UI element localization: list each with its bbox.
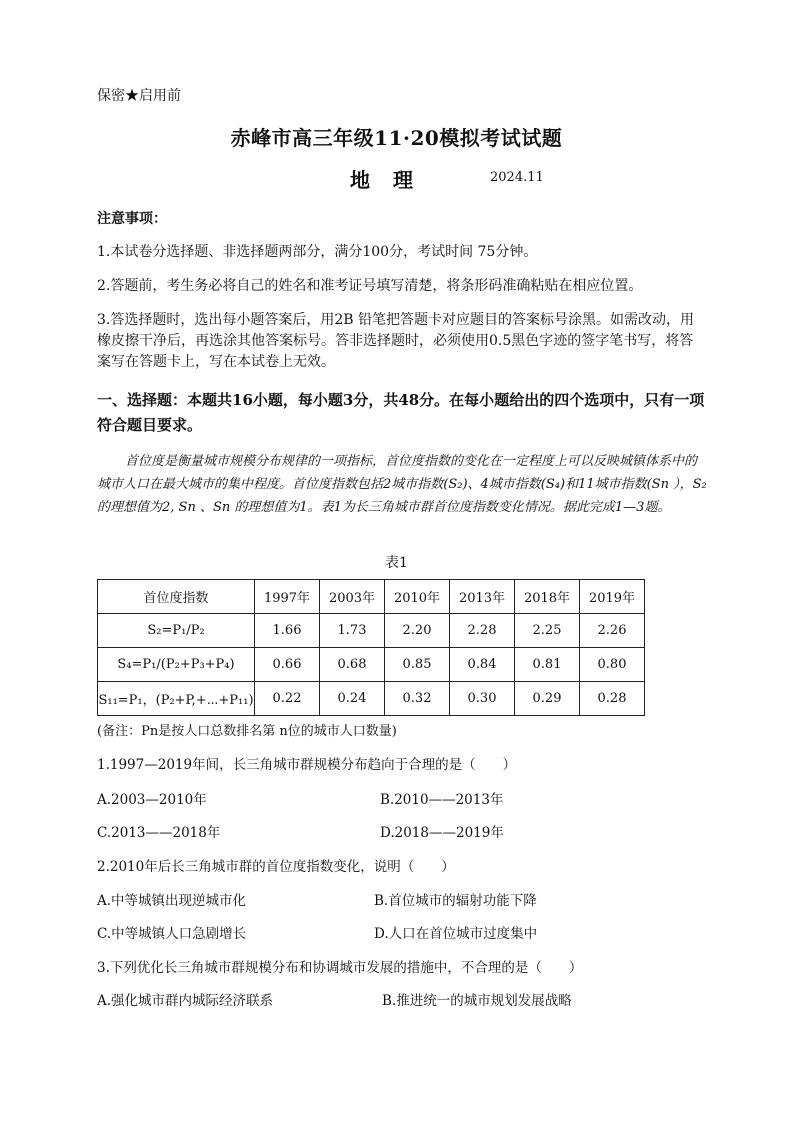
question-2-option-c: C.中等城镇人口急剧增长	[97, 926, 247, 942]
table-cell: 0.32	[385, 682, 450, 716]
exam-date: 2024.11	[490, 170, 544, 185]
table-cell: 2.28	[450, 614, 515, 648]
table-cell: 0.28	[580, 682, 645, 716]
table-header-cell: 2019年	[580, 580, 645, 614]
table-cell: 0.66	[255, 648, 320, 682]
table-header-cell: 2013年	[450, 580, 515, 614]
table-cell: 2.26	[580, 614, 645, 648]
table-cell: 1.73	[320, 614, 385, 648]
question-1-option-c: C.2013——2018年	[97, 825, 221, 841]
table-header-cell: 2010年	[385, 580, 450, 614]
table-row	[98, 682, 645, 716]
section-heading: 一、选择题：本题共16小题，每小题3分，共48分。在每小题给出的四个选项中，只有一项符合题目要求。	[97, 391, 705, 434]
table-cell: 0.80	[580, 648, 645, 682]
table-cell: S₄=P₁/(P₂+P₃+P₄)	[98, 648, 255, 682]
notice-item-2: 2.答题前，考生务必将自己的姓名和准考证号填写清楚，将条形码准确粘贴在相应位置。	[97, 278, 643, 294]
table-note: (备注：Pn是按人口总数排名第 n位的城市人口数量)	[97, 724, 397, 739]
confidential-mark: 保密★启用前	[97, 88, 181, 104]
question-1-option-b: B.2010——2013年	[380, 792, 504, 808]
question-1-option-d: D.2018——2019年	[380, 825, 504, 841]
table-cell: 2.25	[515, 614, 580, 648]
table-row	[98, 648, 645, 682]
table-cell: 0.85	[385, 648, 450, 682]
table-header-cell: 2018年	[515, 580, 580, 614]
notice-item-1: 1.本试卷分选择题、非选择题两部分，满分100分，考试时间 75分钟。	[97, 244, 538, 260]
table-cell: 0.29	[515, 682, 580, 716]
reading-passage: 首位度是衡量城市规模分布规律的一项指标，首位度指数的变化在一定程度上可以反映城镇体系中的城市人口在最大城市的集中程度。首位度指数包括2城市指数(S₂)、4城市指数(S₄)和11城市指数(Sn ），S₂的理想值为2, Sn 、Sn 的理想值为1。表1为长三角城市群首位度指数变化情况。据此完成1—3题。	[97, 454, 707, 515]
table-cell: 0.22	[255, 682, 320, 716]
table-cell: S₂=P₁/P₂	[98, 614, 255, 648]
table-header-cell: 首位度指数	[98, 580, 255, 614]
table-cell: 0.24	[320, 682, 385, 716]
question-3-stem: 3.下列优化长三角城市群规模分布和协调城市发展的措施中，不合理的是（ ）	[97, 960, 583, 976]
table-cell: 0.81	[515, 648, 580, 682]
question-1-option-a: A.2003—2010年	[97, 792, 207, 808]
table-cell: 0.68	[320, 648, 385, 682]
table-caption: 表1	[385, 555, 408, 571]
table-cell: 0.30	[450, 682, 515, 716]
table-header-cell: 2003年	[320, 580, 385, 614]
subject-title: 地 理	[350, 168, 421, 192]
table-cell: 1.66	[255, 614, 320, 648]
table-header-row	[98, 580, 645, 614]
exam-title: 赤峰市高三年级11·20模拟考试试题	[230, 126, 563, 150]
table-row	[98, 614, 645, 648]
question-1-stem: 1.1997—2019年间，长三角城市群规模分布趋向于合理的是（ ）	[97, 757, 517, 773]
primacy-index-table	[97, 579, 645, 716]
table-cell: 2.20	[385, 614, 450, 648]
table-cell: 0.84	[450, 648, 515, 682]
question-3-option-a: A.强化城市群内城际经济联系	[97, 993, 274, 1009]
question-3-option-b: B.推进统一的城市规划发展战略	[382, 993, 572, 1009]
question-2-stem: 2.2010年后长三角城市群的首位度指数变化，说明（ ）	[97, 859, 455, 875]
table-header-cell: 1997年	[255, 580, 320, 614]
table-cell: S₁₁=P₁，(P₂+P,+⋯+P₁₁)	[98, 682, 255, 716]
question-2-option-b: B.首位城市的辐射功能下降	[374, 893, 537, 909]
question-2-option-d: D.人口在首位城市过度集中	[374, 926, 538, 942]
notice-item-3: 3.答选择题时，选出每小题答案后，用2B 铅笔把答题卡对应题目的答案标号涂黑。如需改动，用橡皮擦干净后，再选涂其他答案标号。答非选择题时，必须使用0.5黑色字迹的签字笔书写，将答案写在答题卡上，写在本试卷上无效。	[97, 312, 695, 370]
question-2-option-a: A.中等城镇出现逆城市化	[97, 893, 247, 909]
notice-heading: 注意事项：	[97, 211, 167, 227]
